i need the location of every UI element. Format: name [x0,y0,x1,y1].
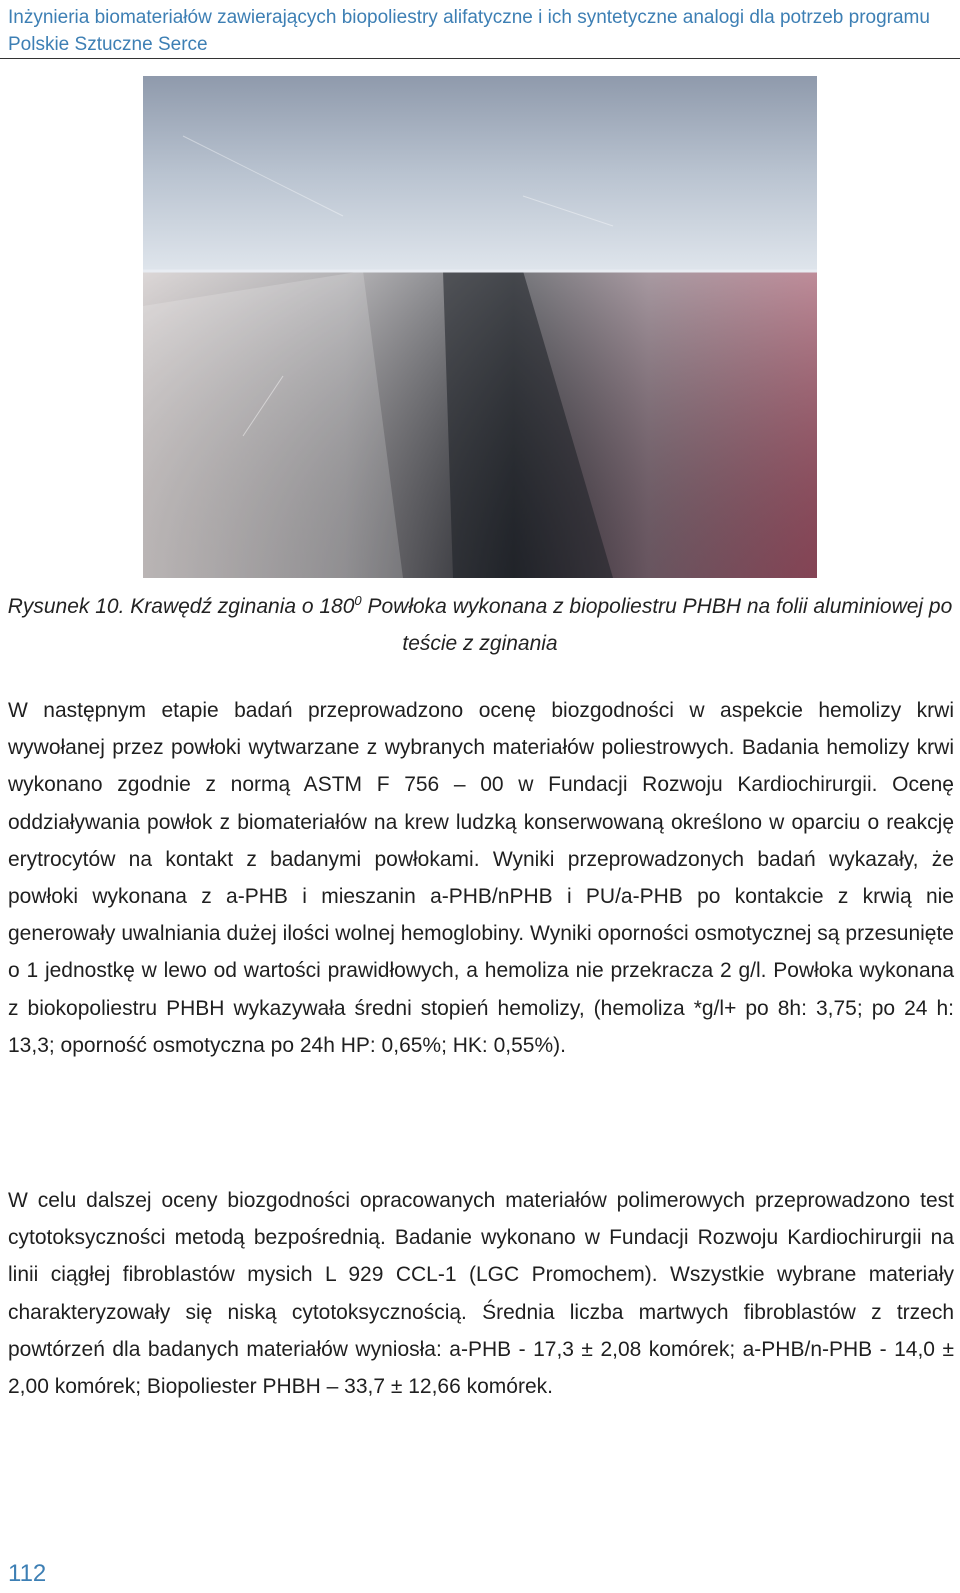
header-divider [0,58,960,59]
page-number: 112 [8,1560,47,1587]
paragraph-cytotoxicity: W celu dalszej oceny biozgodności opracowanych materiałów polimerowych przeprowadzono test cytotoksyczności metodą bezpośrednią. Badanie wykonano w Fundacji Rozwoju Kardiochirurgii na linii ciągłej fibroblastów mysich L 929 CCL-1 (LGC Promochem). Wszystkie wybrane materiały charakteryzowały się niską cytotoksycznością. Średnia liczba martwych fibroblastów z trzech powtórzeń dla badanych materiałów wyniosła: a-PHB - 17,3 ± 2,08 komórek; a-PHB/n-PHB - 14,0 ± 2,00 komórek; Biopoliester PHBH – 33,7 ± 12,66 komórek. [8,1189,954,1399]
aluminium-foil-photo [143,76,817,578]
caption-text-start: Rysunek 10. Krawędź zginania o 180 [7,595,355,618]
paragraph-hemolysis: W następnym etapie badań przeprowadzono ocenę biozgodności w aspekcie hemolizy krwi wywołanej przez powłoki wytwarzane z wybranych materiałów poliestrowych. Badania hemolizy krwi wykonano zgodnie z normą ASTM F 756 – 00 w Fundacji Rozwoju Kardiochirurgii. Ocenę oddziaływania powłok z biomateriałów na krew ludzką konserwowaną określono w oparciu o reakcję erytrocytów na kontakt z badanymi powłokami. Wyniki przeprowadzonych badań wykazały, że powłoki wykonana z a-PHB i mieszanin a-PHB/nPHB i PU/a-PHB po kontakcie z krwią nie generowały uwalniania dużej ilości wolnej hemoglobiny. Wyniki oporności osmotycznej są przesunięte o 1 jednostkę w lewo od wartości prawidłowych, a hemoliza nie przekracza 2 g/l. Powłoka wykonana z biokopoliestru PHBH wykazywała średni stopień hemolizy, (hemoliza *g/l+ po 8h: 3,75; po 24 h: 13,3; oporność osmotyczna po 24h HP: 0,65%; HK: 0,55%). [8,699,954,1057]
caption-text-end: Powłoka wykonana z biopoliestru PHBH na folii aluminiowej po teście z zginania [361,595,953,655]
figure-caption [0,582,960,662]
caption-superscript: 0 [354,593,362,608]
running-header: Inżynieria biomateriałów zawierających biopoliestry alifatyczne i ich syntetyczne analogi dla potrzeb programu Polskie Sztuczne Serce [8,7,930,55]
figure-photo [143,76,817,578]
